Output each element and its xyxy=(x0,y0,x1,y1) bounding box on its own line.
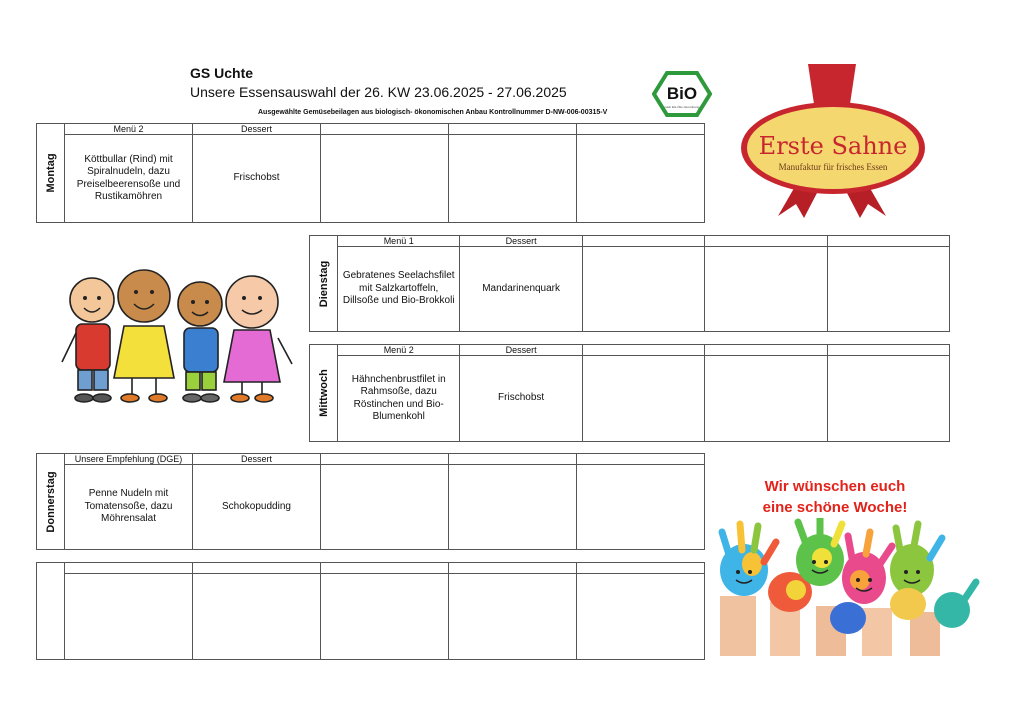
column-header xyxy=(705,345,826,356)
empty-cell xyxy=(577,574,704,659)
organic-note: Ausgewählte Gemüsebeilagen aus biologisch- ökonomischen Anbau Kontrollnummer D-NW-006-00315-V xyxy=(258,109,608,116)
empty-cell xyxy=(449,135,576,222)
empty-cell xyxy=(828,247,949,331)
painted-hands-image xyxy=(712,518,980,656)
empty-cell xyxy=(449,574,576,659)
dessert-cell: Frischobst xyxy=(233,172,280,184)
column-header xyxy=(321,563,448,574)
brand-name: Erste Sahne xyxy=(758,132,908,160)
column-header: Dessert xyxy=(193,124,320,135)
column-header xyxy=(583,236,704,247)
brand-tagline: Manufaktur für frisches Essen xyxy=(778,162,888,172)
column-header xyxy=(577,454,704,465)
erste-sahne-logo xyxy=(738,64,928,220)
empty-cell xyxy=(577,135,704,222)
column-header xyxy=(828,236,949,247)
dessert-cell: Mandarinenquark xyxy=(482,282,561,294)
empty-cell xyxy=(828,356,949,441)
day-label-cell xyxy=(310,236,338,331)
day-label: Mittwoch xyxy=(317,369,330,417)
dessert-cell: Frischobst xyxy=(498,392,545,404)
empty-cell xyxy=(193,574,320,659)
empty-cell xyxy=(583,356,704,441)
day-label: Donnerstag xyxy=(44,470,57,533)
column-header xyxy=(828,345,949,356)
column-header: Menü 2 xyxy=(338,345,459,356)
page-title: GS Uchte xyxy=(190,65,254,81)
empty-cell xyxy=(449,465,576,549)
day-block-mittwoch xyxy=(309,344,950,442)
day-label: Montag xyxy=(44,153,57,193)
column-header: Menü 2 xyxy=(65,124,192,135)
day-label: Dienstag xyxy=(317,260,330,307)
menu-cell: Penne Nudeln mit Tomatensoße, dazu Möhrensalat xyxy=(84,488,173,525)
day-block-dienstag xyxy=(309,235,950,332)
wish-message xyxy=(720,476,950,518)
empty-cell xyxy=(705,356,826,441)
empty-cell xyxy=(583,247,704,331)
empty-cell xyxy=(577,465,704,549)
empty-cell xyxy=(65,574,192,659)
column-header xyxy=(577,563,704,574)
wish-line-2: eine schöne Woche! xyxy=(762,499,908,516)
day-label-cell xyxy=(37,563,65,659)
empty-cell xyxy=(705,247,826,331)
column-header xyxy=(577,124,704,135)
column-header: Dessert xyxy=(460,236,581,247)
bio-seal-icon xyxy=(652,70,712,118)
column-header xyxy=(449,124,576,135)
column-header xyxy=(449,454,576,465)
column-header xyxy=(705,236,826,247)
column-header: Dessert xyxy=(460,345,581,356)
menu-week-subtitle: Unsere Essensauswahl der 26. KW 23.06.2025 - 27.06.2025 xyxy=(190,84,567,100)
column-header: Dessert xyxy=(193,454,320,465)
wish-line-1: Wir wünschen euch xyxy=(764,478,906,495)
column-header xyxy=(321,454,448,465)
empty-cell xyxy=(321,574,448,659)
day-block-montag xyxy=(36,123,705,223)
menu-cell: Hähnchenbrustfilet in Rahmsoße, dazu Röstinchen und Bio-Blumenkohl xyxy=(351,373,446,422)
day-label-cell xyxy=(310,345,338,441)
bio-seal-subtext: nach EG-Öko-Verordnung xyxy=(664,105,700,109)
column-header xyxy=(583,345,704,356)
column-header: Menü 1 xyxy=(338,236,459,247)
day-label-cell xyxy=(37,454,65,549)
kids-illustration xyxy=(56,258,296,410)
menu-cell: Gebratenes Seelachsfilet mit Salzkartoffeln, Dillsoße und Bio-Brokkoli xyxy=(342,270,455,307)
menu-cell: Köttbullar (Rind) mit Spiralnudeln, dazu Preiselbeerensoße und Rustikamöhren xyxy=(76,153,181,202)
dessert-cell: Schokopudding xyxy=(222,500,291,512)
day-label-cell xyxy=(37,124,65,222)
empty-cell xyxy=(321,135,448,222)
bio-seal-text: BiO xyxy=(666,84,698,103)
column-header: Unsere Empfehlung (DGE) xyxy=(65,454,192,465)
column-header xyxy=(321,124,448,135)
column-header xyxy=(193,563,320,574)
day-block-empty xyxy=(36,562,705,660)
empty-cell xyxy=(321,465,448,549)
column-header xyxy=(449,563,576,574)
column-header xyxy=(65,563,192,574)
day-block-donnerstag xyxy=(36,453,705,550)
